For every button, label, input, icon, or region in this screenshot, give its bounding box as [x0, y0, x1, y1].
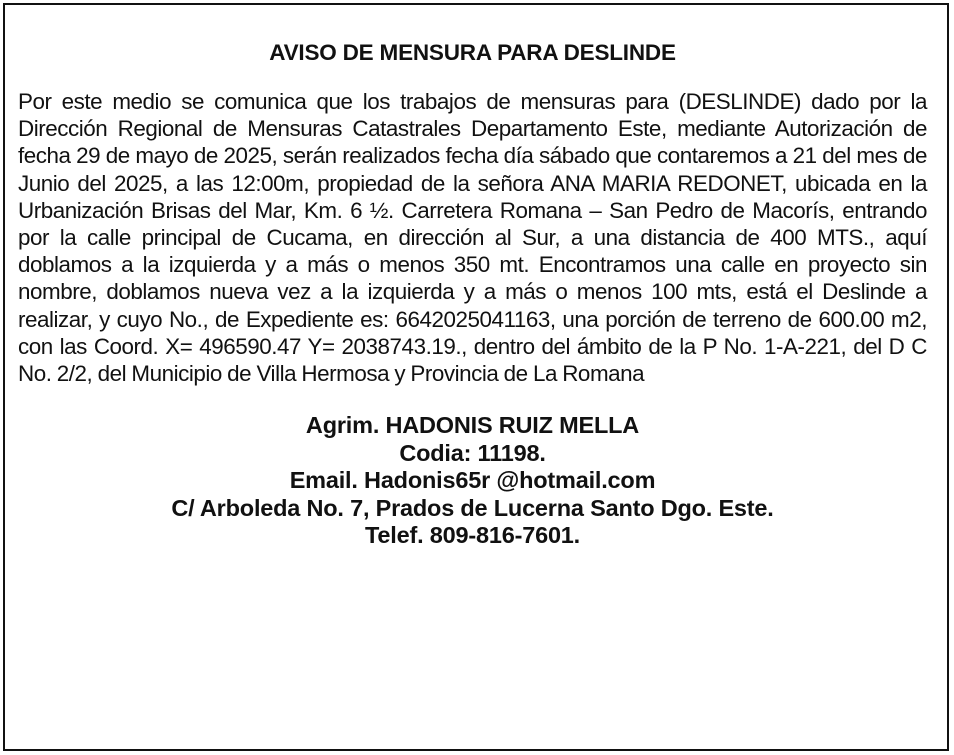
notice-document: [18, 38, 927, 550]
contact-phone: Telef. 809-816-7601.: [364, 522, 581, 549]
notice-body: Por este medio se comunica que los trabajos de mensuras para (DESLINDE) dado por la Dirección Regional de Mensuras Catastrales Departamento Este, mediante Autorización de fecha 29 de mayo de 2025, serán realizados fecha día sábado que contaremos a 21 del mes de Junio del 2025, a las 12:00m, propiedad de la señora ANA MARIA REDONET, ubicada en la Urbanización Brisas del Mar, Km. 6 ½. Carretera Romana – San Pedro de Macorís, entrando por la calle principal de Cucama, en dirección al Sur, a una distancia de 400 MTS., aquí doblamos a la izquierda y a más o menos 350 mt. Encontramos una calle en proyecto sin nombre, doblamos nueva vez a la izquierda y a más o menos 100 mts, está el Deslinde a realizar, y cuyo No., de Expediente es: 6642025041163, una porción de terreno de 600.00 m2, con las Coord. X= 496590.47 Y= 2038743.19., dentro del ámbito de la P No. 1-A-221, del D C No. 2/2, del Municipio de Villa Hermosa y Provincia de La Romana: [18, 89, 927, 387]
contact-email: Email. Hadonis65r @hotmail.com: [289, 467, 656, 494]
contact-address: C/ Arboleda No. 7, Prados de Lucerna Santo Dgo. Este.: [171, 494, 774, 521]
notice-title: AVISO DE MENSURA PARA DESLINDE: [269, 40, 676, 65]
codia-number: Codia: 11198.: [399, 439, 546, 466]
signature-block: [18, 412, 927, 550]
surveyor-name: Agrim. HADONIS RUIZ MELLA: [305, 412, 640, 439]
